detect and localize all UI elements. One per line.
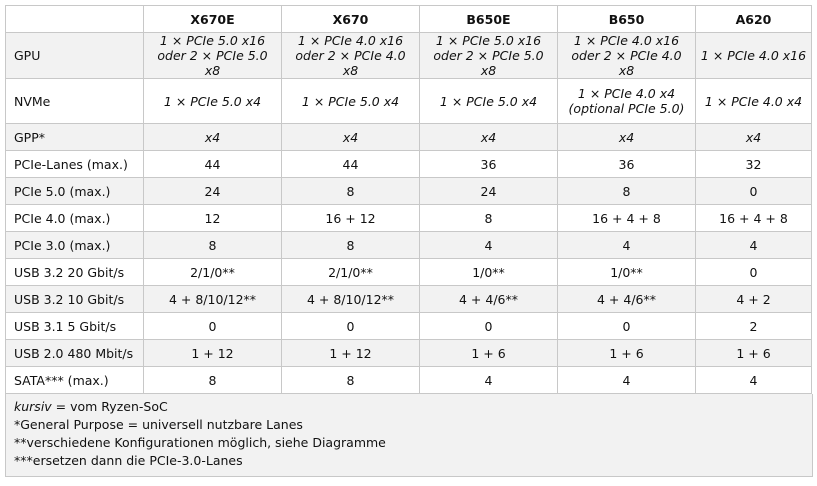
footnote-italic [14, 398, 804, 416]
table-cell: 1 × PCIe 4.0 x16 oder 2 × PCIe 4.0 x8 [558, 33, 696, 79]
table-cell: 4 [558, 367, 696, 394]
table-cell: 4 + 2 [696, 286, 812, 313]
table-cell: 1/0** [420, 259, 558, 286]
header-row [6, 6, 812, 33]
table-row [6, 259, 812, 286]
table-cell: 2 [696, 313, 812, 340]
chipset-comparison [5, 5, 811, 477]
table-cell: 24 [144, 178, 282, 205]
table-cell: 8 [558, 178, 696, 205]
table-row [6, 367, 812, 394]
table-cell: 0 [696, 259, 812, 286]
table-cell: 8 [282, 178, 420, 205]
table-row [6, 178, 812, 205]
row-label: USB 2.0 480 Mbit/s [6, 340, 144, 367]
table-row [6, 286, 812, 313]
row-label: PCIe 4.0 (max.) [6, 205, 144, 232]
table-cell: x4 [696, 124, 812, 151]
table-cell: 1 × PCIe 4.0 x4 (optional PCIe 5.0) [558, 79, 696, 124]
table-cell: 1 × PCIe 4.0 x4 [696, 79, 812, 124]
table-cell: 8 [144, 232, 282, 259]
header-corner [6, 6, 144, 33]
table-row [6, 79, 812, 124]
row-label: PCIe 3.0 (max.) [6, 232, 144, 259]
table-cell: 1 + 6 [696, 340, 812, 367]
row-label: USB 3.1 5 Gbit/s [6, 313, 144, 340]
row-label: NVMe [6, 79, 144, 124]
footnote-gpp: *General Purpose = universell nutzbare Lanes [14, 417, 303, 432]
header-b650: B650 [558, 6, 696, 33]
footnotes [5, 394, 813, 477]
table-cell: 8 [282, 367, 420, 394]
table-cell: 1 × PCIe 5.0 x16 oder 2 × PCIe 5.0 x8 [144, 33, 282, 79]
footnote-config: **verschiedene Konfigurationen möglich, siehe Diagramme [14, 435, 386, 450]
row-label: USB 3.2 10 Gbit/s [6, 286, 144, 313]
table-cell: 1 × PCIe 5.0 x4 [144, 79, 282, 124]
table-cell: 1 × PCIe 5.0 x16 oder 2 × PCIe 5.0 x8 [420, 33, 558, 79]
table-row [6, 232, 812, 259]
table-cell: 0 [144, 313, 282, 340]
table-cell: 16 + 4 + 8 [696, 205, 812, 232]
table-cell: 16 + 4 + 8 [558, 205, 696, 232]
footnote-sata: ***ersetzen dann die PCIe-3.0-Lanes [14, 453, 243, 468]
table-cell: x4 [558, 124, 696, 151]
table-row [6, 124, 812, 151]
chipset-table [5, 5, 812, 394]
table-cell: 0 [558, 313, 696, 340]
table-row [6, 33, 812, 79]
table-cell: 36 [558, 151, 696, 178]
table-cell: 12 [144, 205, 282, 232]
row-label: SATA*** (max.) [6, 367, 144, 394]
header-x670: X670 [282, 6, 420, 33]
table-cell: 4 + 8/10/12** [282, 286, 420, 313]
table-cell: 1 + 12 [282, 340, 420, 367]
table-cell: x4 [282, 124, 420, 151]
table-cell: 24 [420, 178, 558, 205]
table-cell: 4 + 4/6** [420, 286, 558, 313]
table-cell: 44 [144, 151, 282, 178]
table-cell: 4 [420, 367, 558, 394]
table-cell: 4 + 8/10/12** [144, 286, 282, 313]
table-cell: 36 [420, 151, 558, 178]
footnote-italic-word: kursiv [14, 399, 52, 414]
table-row [6, 313, 812, 340]
table-cell: 16 + 12 [282, 205, 420, 232]
footnote-italic-rest: = vom Ryzen-SoC [51, 399, 168, 414]
table-cell: 4 [696, 367, 812, 394]
table-cell: 4 + 4/6** [558, 286, 696, 313]
table-cell: 4 [558, 232, 696, 259]
row-label: PCIe-Lanes (max.) [6, 151, 144, 178]
table-cell: x4 [420, 124, 558, 151]
header-a620: A620 [696, 6, 812, 33]
header-b650e: B650E [420, 6, 558, 33]
table-cell: 1 × PCIe 4.0 x16 oder 2 × PCIe 4.0 x8 [282, 33, 420, 79]
table-cell: 8 [144, 367, 282, 394]
table-cell: 8 [282, 232, 420, 259]
table-cell: 4 [420, 232, 558, 259]
table-cell: x4 [144, 124, 282, 151]
table-cell: 8 [420, 205, 558, 232]
table-cell: 32 [696, 151, 812, 178]
table-cell: 1 + 6 [420, 340, 558, 367]
table-row [6, 205, 812, 232]
row-label: GPU [6, 33, 144, 79]
table-cell: 1/0** [558, 259, 696, 286]
table-cell: 2/1/0** [282, 259, 420, 286]
table-row [6, 340, 812, 367]
header-x670e: X670E [144, 6, 282, 33]
table-cell: 1 × PCIe 5.0 x4 [420, 79, 558, 124]
table-row [6, 151, 812, 178]
row-label: USB 3.2 20 Gbit/s [6, 259, 144, 286]
table-cell: 0 [420, 313, 558, 340]
table-cell: 2/1/0** [144, 259, 282, 286]
table-cell: 4 [696, 232, 812, 259]
row-label: PCIe 5.0 (max.) [6, 178, 144, 205]
table-cell: 1 × PCIe 5.0 x4 [282, 79, 420, 124]
table-cell: 1 × PCIe 4.0 x16 [696, 33, 812, 79]
table-cell: 1 + 6 [558, 340, 696, 367]
table-cell: 1 + 12 [144, 340, 282, 367]
table-cell: 0 [282, 313, 420, 340]
row-label: GPP* [6, 124, 144, 151]
table-cell: 44 [282, 151, 420, 178]
table-cell: 0 [696, 178, 812, 205]
